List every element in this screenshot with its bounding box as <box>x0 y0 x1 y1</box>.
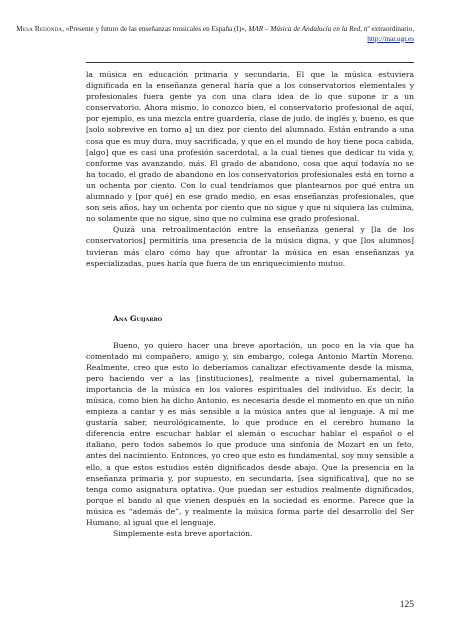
header-issue: , nº extraordinario, <box>360 25 414 33</box>
header-journal: MAR – Música de Andalucía en la Red <box>246 25 361 33</box>
page-number: 125 <box>399 600 414 610</box>
paragraph: la música en educación primaria y secundaria. El que la música estuviera dignificada en la enseñanza general haría que a los conservatorios elementales y profesionales fuera gente ya con una clara idea de lo que supone ir a un conservatorio. Ahora mismo, lo conozco bien, el conservatorio profesional de aquí, por ejemplo, es una mezcla entre guardería, clase de judo, de inglés y, bueno, es que [solo sobrevive en torno a] un diez por ciento del alumnado. Están entrando a una cosa que es muy dura, muy sacrificada, y que en el mundo de hoy tiene poca cabida, [algo] que es casi una profesión sacerdotal, a la cual tienes que dedicar tu vida y, conforme vas avanzando, más. El grado de abandono, cosa que aquí todavía no se ha tocado, el grado de abandono en los conservatorios profesionales está en torno a un ochenta por ciento. Con lo cual tendríamos que plantearnos por qué entra un alumnado y [por qué] en ese grado medio, en esas enseñanzas profesionales, que son seis años, hay un ochenta por ciento que no sigue y que ni siquiera las culmina, no solamente que no sigue, sino que no culmina ese grado profesional. <box>86 70 414 224</box>
header-author: Mesa Redonda <box>16 25 63 33</box>
body-section-2 <box>86 340 414 539</box>
paragraph: Simplemente esta breve aportación. <box>113 528 253 538</box>
header-divider <box>86 62 414 63</box>
paragraph: Quizá una retroalimentación entre la enseñanza general y [la de los conservatorios] permitiría una presencia de la música digna, y que [los alumnos] tuvieran más claro cómo hay que afrontar la música en esas enseñanzas ya especializadas, pues haría que fuera de un enriquecimiento mutuo. <box>86 225 414 268</box>
paragraph: Bueno, yo quiero hacer una breve aportación, un poco en la vía que ha comentado mi compañero, amigo y, sin embargo, colega Antonio Martín Moreno. Realmente, creo que esto lo deberíamos canalizar efectivamente desde la misma, pero haciendo ver a las [instituciones], realmente a nivel gubernamental, la importancia de la música en los valores espirituales del individuo. Es decir, la música, como bien ha dicho Antonio, es necesaria desde el momento en que un niño empieza a cantar y es más sensible a la música antes que al lenguaje. A mí me gustaría saber, neurológicamente, lo que produce en el cerebro humano la diferencia entre escuchar hablar el alemán o escuchar hablar el español o el italiano, pero todos sabemos lo que produce una sinfonía de Mozart en un feto, antes del nacimiento. Entonces, yo creo que esto es fundamental, soy muy sensible a ello, a que estos estudios estén dignificados desde abajo. Que la presencia en la enseñanza primaria y, por supuesto, en secundaria, [sea significativa], que no se tenga como asignatura optativa. Que puedan ser estudios realmente dignificados, porque el bando al que vienen después en la sociedad es enorme. Parece que la música es “además de”, y realmente la música forma parte del desarrollo del Ser Humano, al igual que el lenguaje. <box>86 341 414 527</box>
header-url-link[interactable]: http://mar.ugr.es <box>367 34 414 43</box>
header-title: , «Presente y futuro de las enseñanzas musicales en España (I)», <box>62 25 247 33</box>
body-section-1 <box>86 69 414 269</box>
running-header <box>14 25 414 44</box>
speaker-name: Ana Guijarro <box>113 314 163 323</box>
